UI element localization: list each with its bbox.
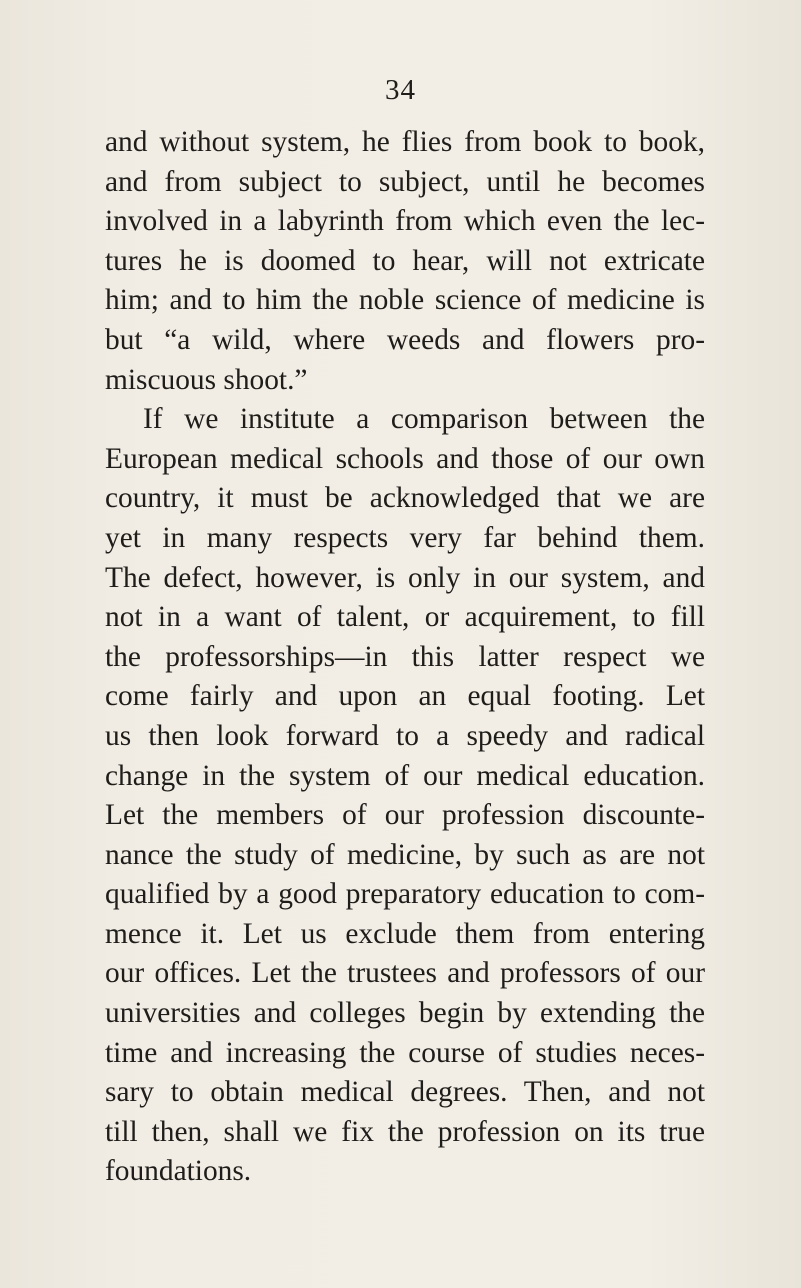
page-number: 34 (385, 74, 416, 106)
text-line: universities and colleges begin by extending the (105, 997, 705, 1030)
text-line: yet in many respects very far behind them. (105, 521, 705, 554)
text-line: not in a want of talent, or acquirement, to fill (105, 601, 705, 634)
text-line: Let the members of our profession discounte- (105, 799, 705, 832)
text-line: If we institute a comparison between the (143, 403, 705, 436)
text-line: foundations. (105, 1155, 252, 1188)
text-line: European medical schools and those of our own (105, 442, 705, 475)
text-line: the professorships—in this latter respect we (105, 640, 705, 673)
text-line: nance the study of medicine, by such as are not (105, 838, 705, 871)
text-line: country, it must be acknowledged that we are (105, 482, 705, 515)
text-line: and from subject to subject, until he becomes (105, 165, 705, 198)
text-line: mence it. Let us exclude them from entering (105, 917, 705, 950)
text-line: come fairly and upon an equal footing. Let (105, 680, 705, 713)
text-line: till then, shall we fix the profession on its true (105, 1115, 705, 1148)
text-line: but “a wild, where weeds and flowers pro- (105, 323, 705, 356)
text-line: us then look forward to a speedy and radical (105, 719, 705, 752)
text-line: tures he is doomed to hear, will not extricate (105, 244, 705, 277)
text-line: miscuous shoot.” (105, 363, 308, 396)
text-line: The defect, however, is only in our system, and (105, 561, 705, 594)
text-line: and without system, he flies from book to book, (105, 126, 705, 158)
text-line: time and increasing the course of studies neces- (105, 1036, 705, 1069)
text-line: change in the system of our medical education. (105, 759, 705, 792)
text-line: qualified by a good preparatory education to com- (105, 878, 705, 911)
text-line: involved in a labyrinth from which even the lec- (105, 205, 705, 238)
text-line: him; and to him the noble science of medicine is (105, 284, 705, 317)
text-line: our offices. Let the trustees and professors of our (105, 957, 705, 990)
body-text (105, 123, 705, 1192)
text-line: sary to obtain medical degrees. Then, and not (105, 1076, 705, 1109)
